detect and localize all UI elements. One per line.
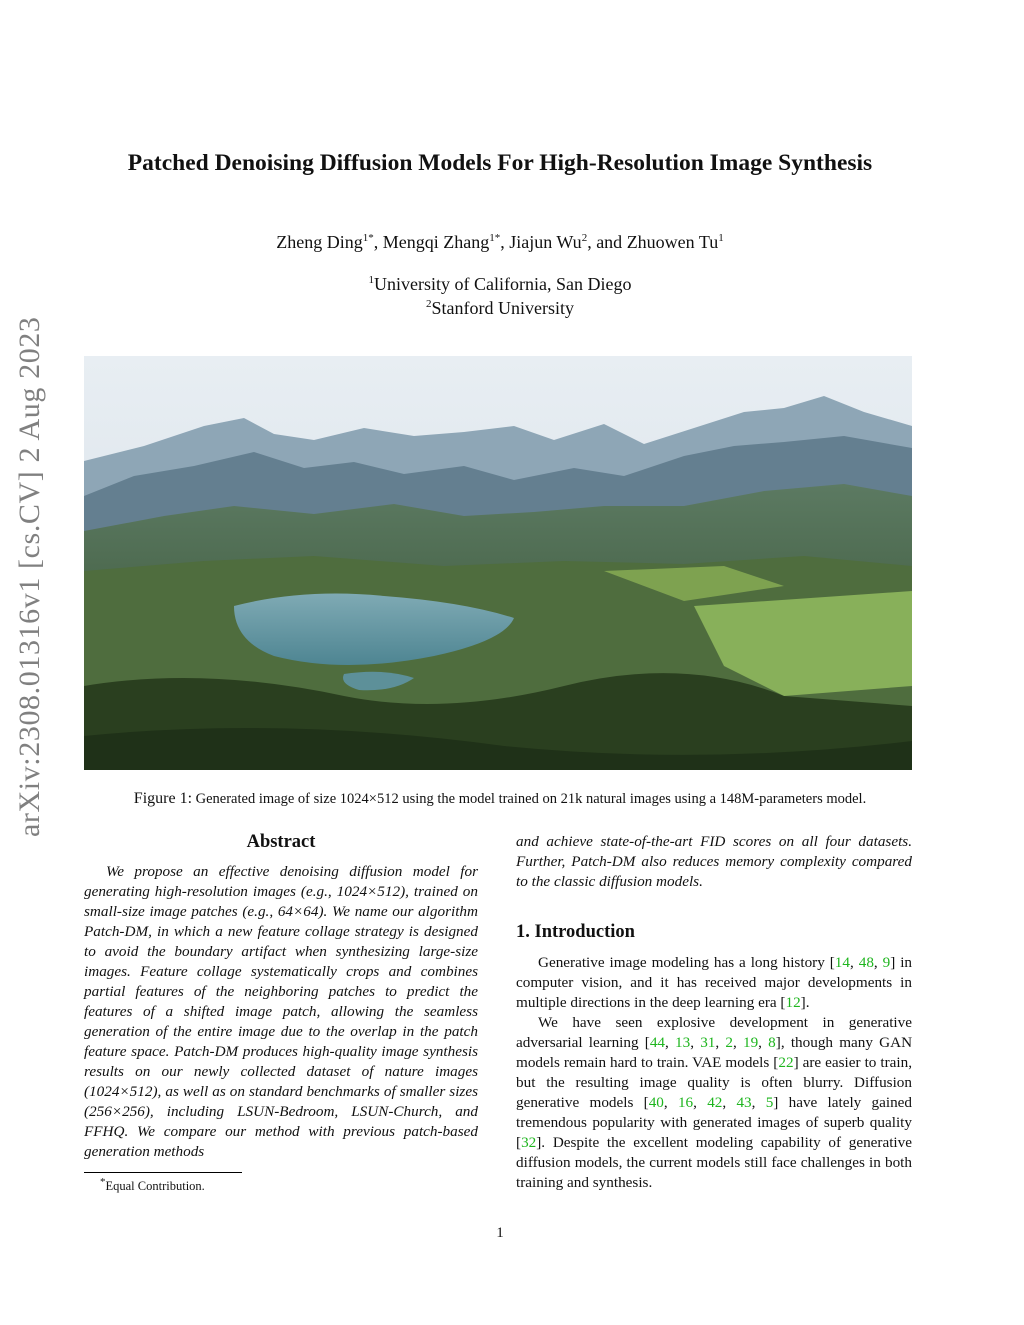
footnote	[100, 1175, 205, 1194]
footnote-mark: *	[100, 1175, 106, 1188]
text-run: ]. Despite the excellent modeling capability of generative diffusion models, the current models still face challenges in both training and synthesis.	[516, 1134, 912, 1191]
citation-link[interactable]: 31	[700, 1034, 716, 1051]
affiliation-name: University of California, San Diego	[374, 274, 632, 294]
text-run: ].	[800, 994, 810, 1011]
citation-link[interactable]: 44	[649, 1034, 666, 1051]
citation-link[interactable]: 43	[736, 1094, 752, 1111]
page-number: 1	[496, 1225, 504, 1241]
citation-link[interactable]: 14	[834, 954, 850, 971]
citation-link[interactable]: 13	[675, 1034, 691, 1051]
author-affiliation-mark: 1*	[489, 232, 501, 244]
abstract-text: We propose an effective denoising diffusion model for generating high-resolution images (e.g., 1024×512), trained on small-size image patches (e.g., 64×64). We name our algorithm Patch-DM, in which a new feature collage strategy is designed to avoid the boundary artifact when synthesizing large-size images. Feature collage systematically crops and combines partial features of the neighboring patches to predict the features of a shifted image patch, allowing the seamless generation of the entire image due to the overlap in the patch feature space. Patch-DM produces high-quality image synthesis results on our newly collected dataset of nature images (1024×512), as well as on standard benchmarks of smaller sizes (256×256), including LSUN-Bedroom, LSUN-Church, and FFHQ. We compare our method with previous patch-based generation methods	[84, 863, 478, 1160]
author-name: Jiajun Wu	[509, 232, 582, 252]
affiliation	[0, 274, 1000, 295]
intro-paragraph-1: Generative image modeling has a long history [14, 48, 9] in computer vision, and it has received major developments in multiple directions in the deep learning era [12].	[516, 954, 913, 1011]
affiliation-number: 2	[426, 298, 432, 310]
author-affiliation-mark: 1	[718, 232, 724, 244]
citation-link[interactable]: 40	[648, 1094, 664, 1111]
author-affiliation-mark: 2	[581, 232, 588, 244]
footnote-divider	[84, 1172, 242, 1173]
arxiv-stamp: arXiv:2308.01316v1 [cs.CV] 2 Aug 2023	[13, 316, 46, 837]
text-run: ] in computer vision, and it has received major developments in multiple directions in the deep learning era [	[516, 954, 913, 1011]
citation-link[interactable]: 12	[785, 994, 801, 1011]
text-run: We have seen explosive development in generative adversarial learning [	[516, 1014, 912, 1051]
figure-landscape-image	[84, 356, 912, 770]
author-list: Zheng Ding$^{1*}$, Mengqi Zhang$^{1*}$, Jiajun Wu$^2$, and Zhuowen Tu$^1$	[276, 232, 724, 252]
citation-link[interactable]: 22	[778, 1054, 794, 1071]
citation-link[interactable]: 9	[882, 954, 891, 971]
author-name: Zhuowen Tu	[626, 232, 719, 252]
citation-link[interactable]: 2	[725, 1034, 733, 1051]
right-column	[516, 832, 912, 1193]
author-affiliation-mark: 1*	[362, 232, 374, 244]
citation-link[interactable]: 5	[765, 1094, 774, 1111]
affiliation-number: 1	[368, 274, 375, 286]
citation-link[interactable]: 16	[677, 1094, 694, 1111]
affiliation	[0, 298, 1000, 319]
figure-label: Figure 1:	[133, 790, 193, 807]
text-run: Generative image modeling has a long history [	[538, 954, 835, 971]
footnote-text: Equal Contribution.	[105, 1179, 205, 1193]
affiliation-name: Stanford University	[431, 298, 574, 318]
abstract-continuation: and achieve state-of-the-art FID scores on all four datasets. Further, Patch-DM also reduces memory complexity compared to the classic diffusion models.	[516, 833, 912, 890]
author-name: Zheng Ding	[276, 232, 363, 252]
text-run: ], though many GAN models remain hard to train. VAE models [	[516, 1034, 913, 1071]
author-name: Mengqi Zhang	[382, 232, 490, 252]
text-run: ] are easier to train, but the resulting image quality is often blurry. Diffusion generative models [	[516, 1054, 913, 1111]
citation-link[interactable]: 32	[521, 1134, 537, 1151]
paper-title: Patched Denoising Diffusion Models For High-Resolution Image Synthesis	[127, 150, 873, 176]
citation-link[interactable]: 8	[768, 1034, 776, 1051]
intro-paragraph-2: We have seen explosive development in generative adversarial learning [44, 13, 31, 2, 19, 8], though many GAN models remain hard to train. VAE models [22] are easier to train, but the resulting image quality is often blurry. Diffusion generative models [40, 16, 42, 43, 5] have lately gained tremendous popularity with generated images of superb quality [32]. Despite the excellent modeling capability of generative diffusion models, the current models still face challenges in both training and synthesis.	[516, 1014, 913, 1191]
text-run: ] have lately gained tremendous popularity with generated images of superb quality [	[516, 1094, 913, 1151]
abstract-heading: Abstract	[246, 832, 316, 852]
introduction-heading: 1. Introduction	[516, 922, 635, 942]
citation-link[interactable]: 42	[707, 1094, 723, 1111]
figure-caption	[0, 790, 1000, 808]
citation-link[interactable]: 19	[742, 1034, 759, 1051]
figure-caption-text: Generated image of size 1024×512 using the model trained on 21k natural images using a 148M-parameters model.	[195, 791, 867, 807]
left-column	[84, 832, 478, 1162]
conjunction: and	[596, 232, 623, 252]
citation-link[interactable]: 48	[858, 954, 874, 971]
